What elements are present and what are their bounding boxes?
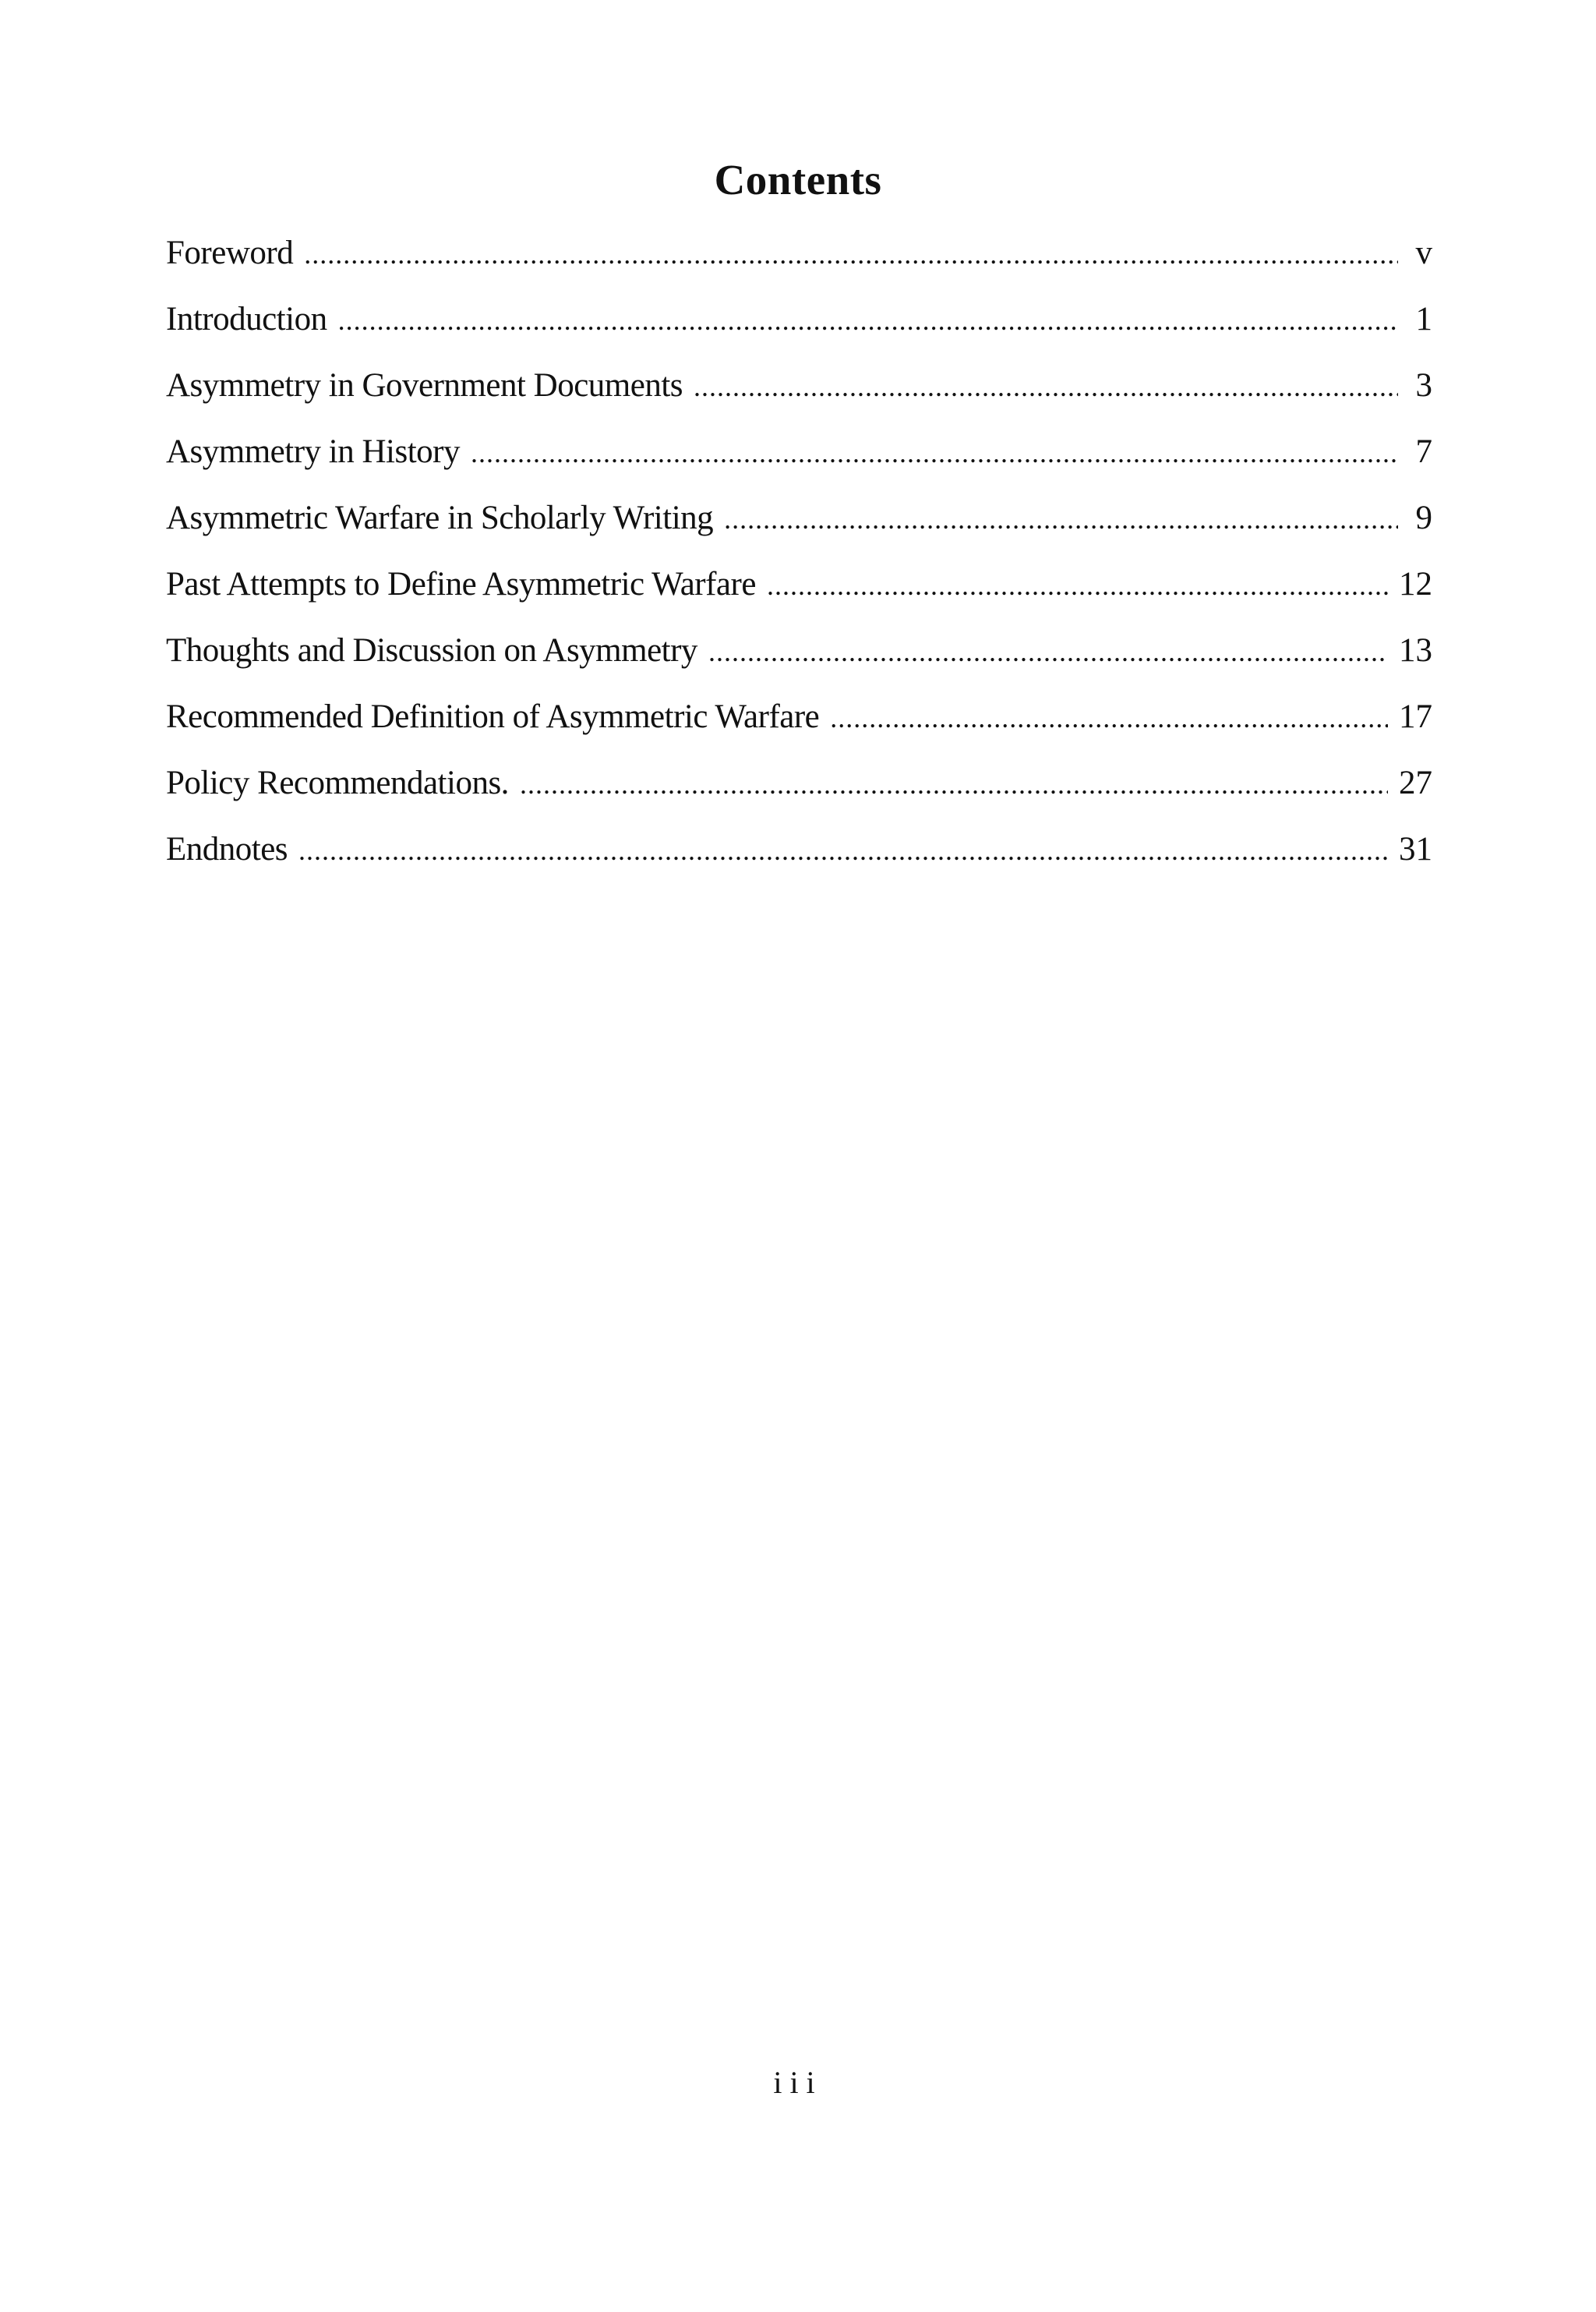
toc-entry-introduction: [166, 292, 1432, 359]
toc-entry-page: 12: [1399, 566, 1432, 603]
dot-leader: [338, 293, 1398, 348]
toc-entry-page: v: [1415, 235, 1432, 271]
toc-entry-page: 31: [1399, 831, 1432, 868]
dot-leader: [520, 757, 1388, 811]
toc-entry-page: 7: [1415, 433, 1432, 470]
toc-entry-page: 13: [1399, 632, 1432, 669]
toc-entry-foreword: [166, 226, 1432, 292]
dot-leader: [694, 359, 1398, 414]
page-number: iii: [773, 2065, 823, 2100]
toc-entry-label: Asymmetric Warfare in Scholarly Writing: [166, 500, 714, 536]
toc-entry-label: Foreword: [166, 235, 294, 271]
page-title: Contents: [714, 156, 882, 203]
toc-entry-label: Asymmetry in Government Documents: [166, 367, 683, 404]
dot-leader: [830, 691, 1388, 745]
toc-entry-label: Asymmetry in History: [166, 433, 460, 470]
dot-leader: [304, 227, 1398, 281]
dot-leader: [724, 492, 1398, 546]
dot-leader: [708, 624, 1388, 679]
toc-entry-page: 17: [1399, 698, 1432, 735]
toc-entry-scholarly-writing: [166, 491, 1432, 557]
toc-entry-policy-recommendations: [166, 756, 1432, 822]
toc-entry-page: 27: [1399, 765, 1432, 801]
toc-entry-government-documents: [166, 359, 1432, 425]
toc-entry-label: Policy Recommendations.: [166, 765, 509, 801]
toc-entry-recommended-definition: [166, 690, 1432, 756]
toc-entry-label: Recommended Definition of Asymmetric Warfare: [166, 698, 820, 735]
toc-entry-label: Introduction: [166, 301, 327, 338]
dot-leader: [471, 426, 1398, 480]
toc-entry-history: [166, 425, 1432, 491]
dot-leader: [767, 558, 1388, 613]
toc-entry-past-attempts: [166, 557, 1432, 624]
toc-entry-endnotes: [166, 822, 1432, 889]
dot-leader: [298, 823, 1388, 878]
toc-entry-label: Thoughts and Discussion on Asymmetry: [166, 632, 697, 669]
toc-entry-page: 9: [1415, 500, 1432, 536]
toc-entry-label: Past Attempts to Define Asymmetric Warfare: [166, 566, 756, 603]
toc-entry-thoughts-discussion: [166, 624, 1432, 690]
toc-entry-page: 1: [1415, 301, 1432, 338]
table-of-contents: [166, 226, 1432, 889]
toc-entry-page: 3: [1415, 367, 1432, 404]
toc-entry-label: Endnotes: [166, 831, 288, 868]
